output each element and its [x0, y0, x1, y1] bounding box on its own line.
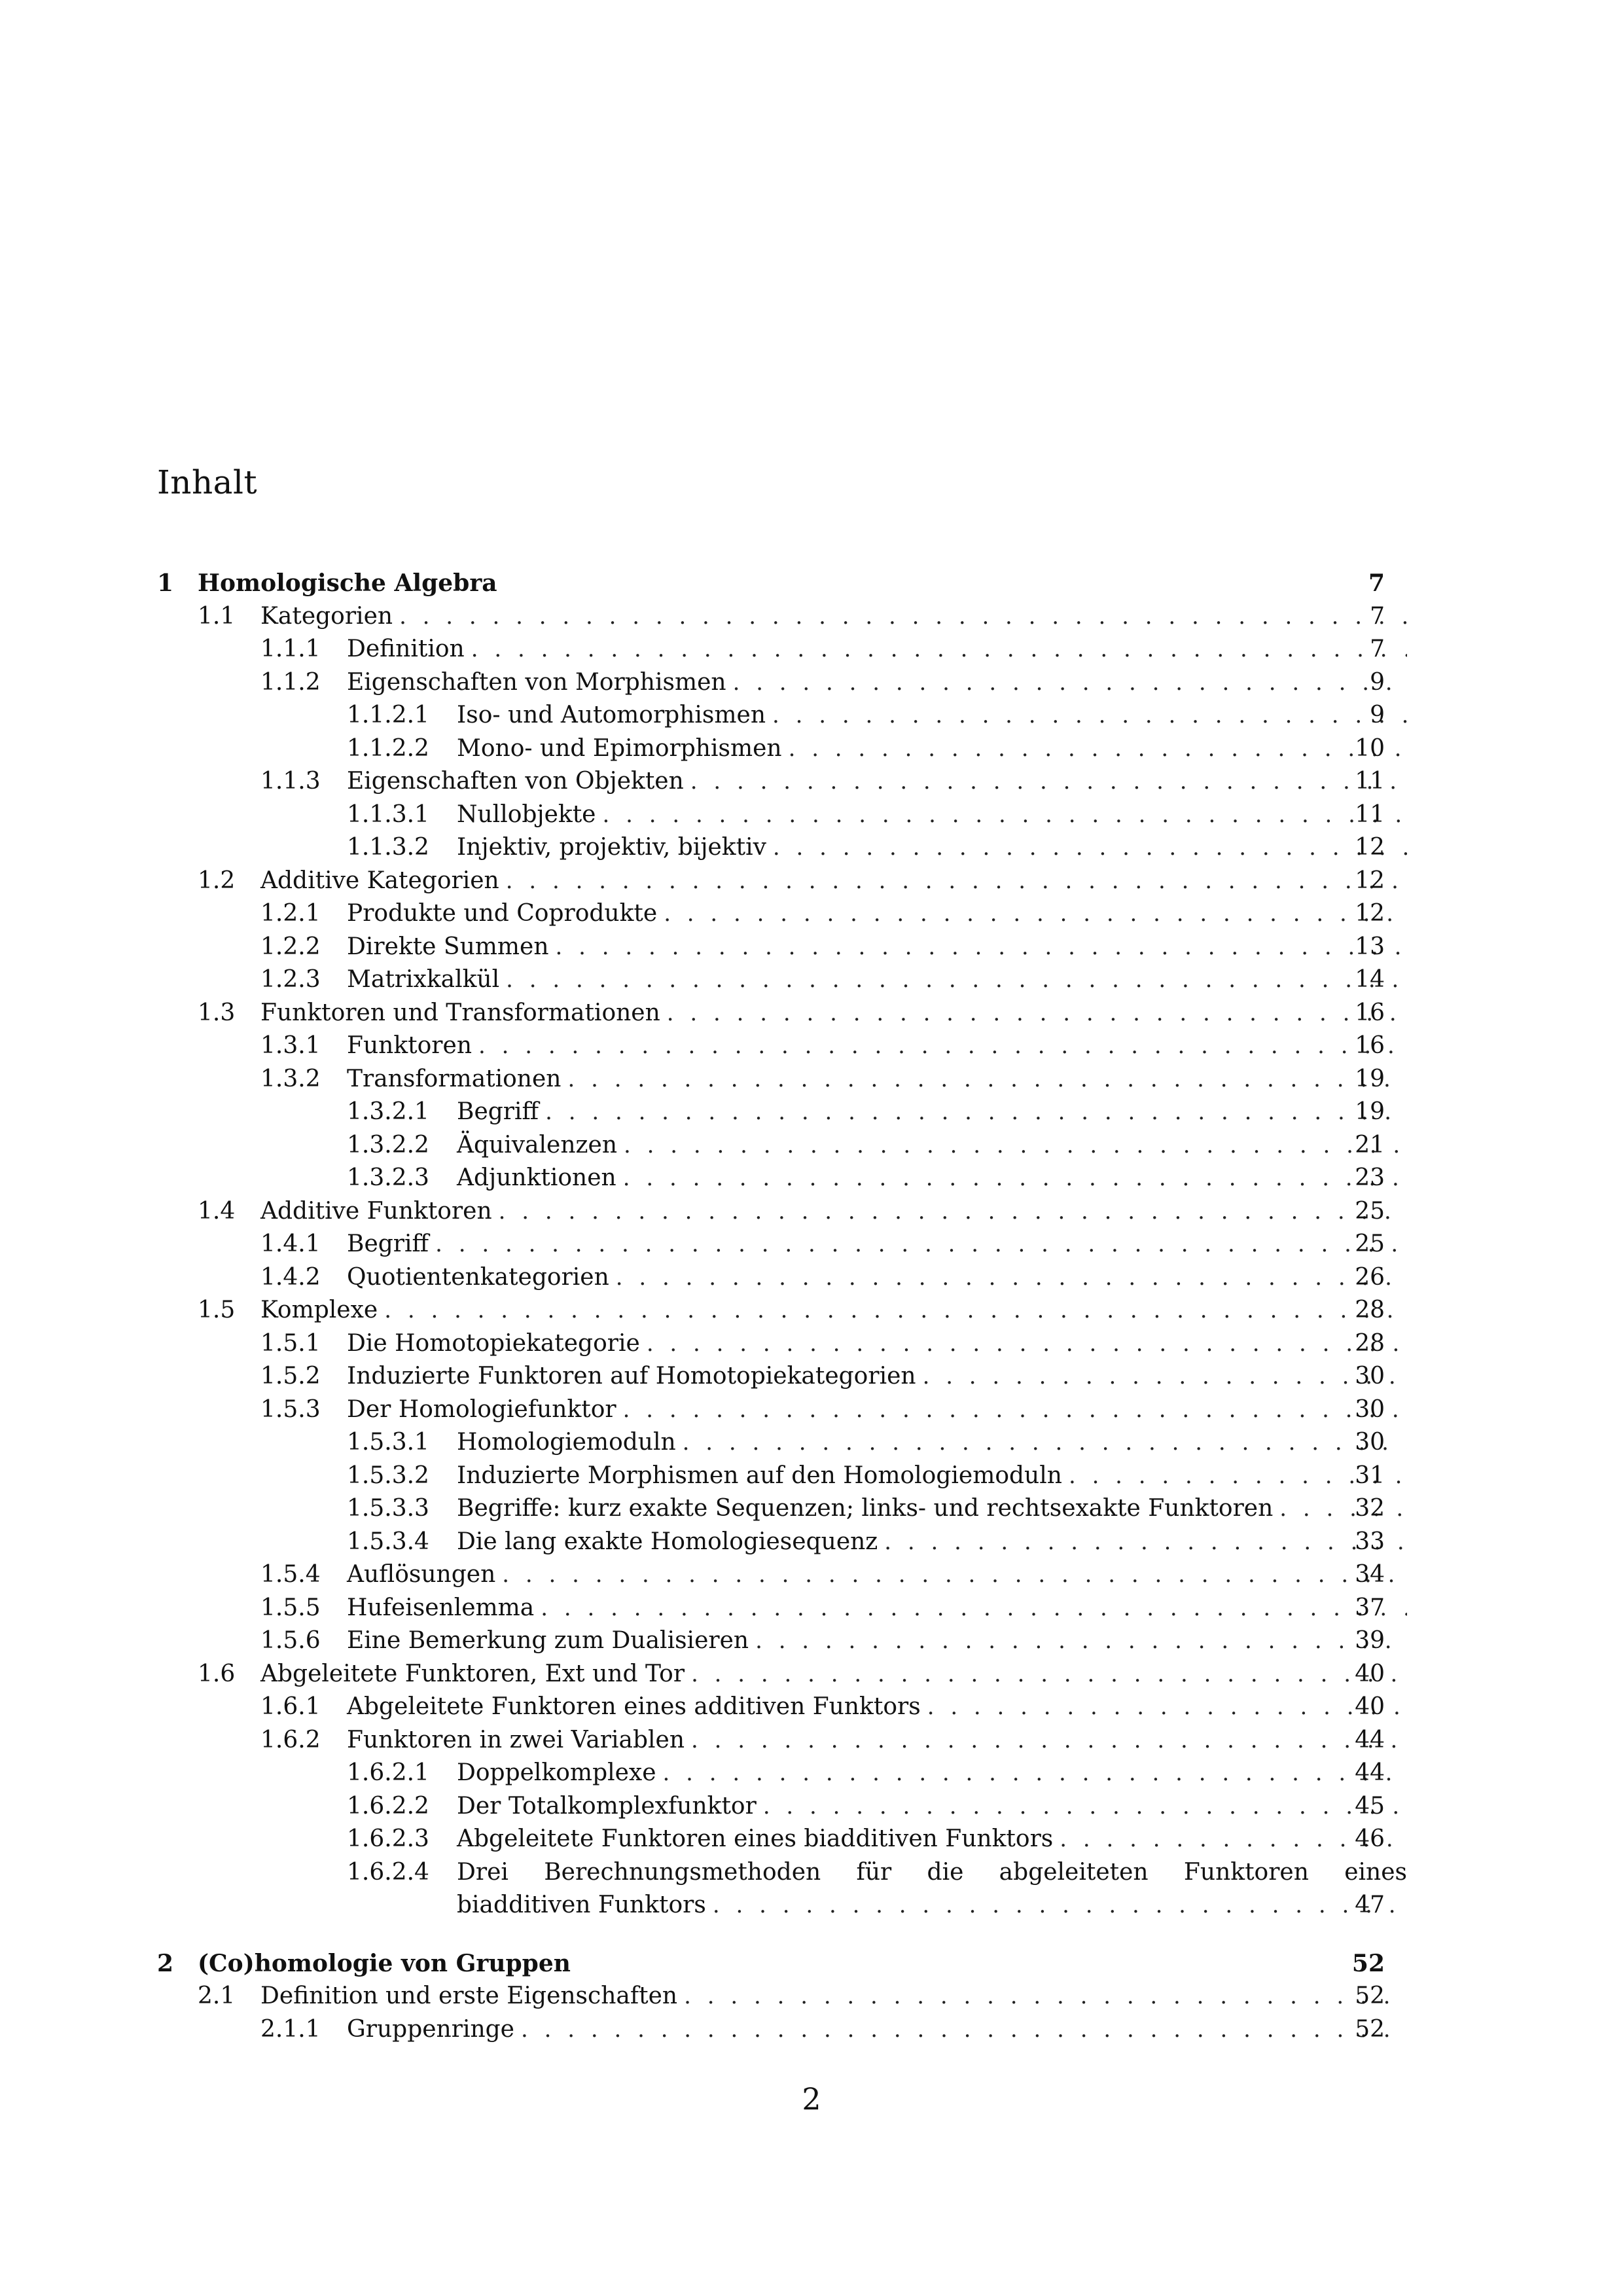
leader-dots [506, 963, 1407, 996]
toc-entry-page: 23 [1355, 1164, 1385, 1191]
toc-entry-number: 1.1.1 [260, 636, 321, 662]
toc-entry-page: 9 [1370, 702, 1385, 728]
toc-entry-title: Eigenschaften von Objekten [347, 765, 690, 798]
toc-entry[interactable] [0, 1658, 1623, 1691]
leader-dots [471, 633, 1407, 666]
leader-dots [691, 1658, 1407, 1691]
toc-entry-page: 46 [1355, 1825, 1385, 1852]
toc-entry-number: 1.3.2.1 [347, 1098, 429, 1125]
leader-dots [772, 699, 1407, 732]
toc-entry-title: Abgeleitete Funktoren, Ext und Tor [260, 1658, 691, 1691]
toc-entry-page: 12 [1355, 834, 1385, 861]
leader-dots [713, 1889, 1407, 1922]
toc-entry[interactable] [0, 1261, 1623, 1294]
toc-entry-title: Funktoren und Transformationen [260, 997, 667, 1030]
leader-dots [478, 1030, 1407, 1062]
toc-entry-number: 1.1.3.1 [347, 800, 429, 828]
toc-entry-page: 45 [1355, 1792, 1385, 1820]
toc-entry-title: Hufeisenlemma [347, 1592, 541, 1624]
toc-entry[interactable] [0, 1195, 1623, 1228]
toc-entry-page: 37 [1355, 1594, 1385, 1621]
toc-entry-title: Definition [347, 633, 471, 666]
toc-entry-number: 1.3 [198, 999, 236, 1026]
leader-dots [616, 1261, 1407, 1294]
toc-entry-title: Nullobjekte [457, 798, 602, 831]
toc-entry-number: 1.1.2.2 [347, 734, 429, 762]
leader-dots [755, 1624, 1407, 1657]
toc-entry-page: 7 [1368, 569, 1385, 597]
leader-dots [691, 1724, 1407, 1757]
toc-entry-page: 7 [1370, 636, 1385, 662]
page-title: Inhalt [157, 463, 258, 501]
toc-entry-title: Begriffe: kurz exakte Sequenzen; links- und rechtsexakte Funktoren [457, 1492, 1279, 1525]
toc-entry-page: 21 [1355, 1131, 1385, 1158]
leader-dots [663, 1757, 1407, 1789]
toc-entry[interactable] [0, 1526, 1623, 1558]
toc-entry[interactable] [0, 798, 1623, 831]
toc-entry-page: 12 [1355, 867, 1385, 894]
toc-entry[interactable] [0, 1129, 1623, 1162]
toc-entry-page: 10 [1355, 734, 1385, 762]
toc-entry-title: Eigenschaften von Morphismen [347, 666, 733, 699]
toc-entry-page: 25 [1355, 1197, 1385, 1225]
toc-entry-page: 30 [1355, 1395, 1385, 1423]
toc-entry-page: 52 [1355, 2015, 1385, 2043]
toc-entry[interactable] [0, 997, 1623, 1030]
toc-entry-number: 2.1 [198, 1982, 236, 2009]
toc-entry-page: 33 [1355, 1528, 1385, 1555]
toc-entry[interactable] [0, 1558, 1623, 1591]
toc-entry-number: 1.5.5 [260, 1594, 321, 1621]
toc-entry-page: 39 [1355, 1627, 1385, 1654]
toc-entry-title: Die lang exakte Homologiesequenz [457, 1526, 884, 1558]
leader-dots [499, 1195, 1407, 1228]
leader-dots [435, 1228, 1407, 1261]
leader-dots [521, 2013, 1407, 2046]
toc-entry-page: 28 [1355, 1329, 1385, 1357]
toc-entry-title: Der Homologiefunktor [347, 1393, 623, 1426]
toc-entry-page: 32 [1355, 1495, 1385, 1522]
toc-entry-title: Direkte Summen [347, 931, 556, 963]
toc-entry-number: 1.1.3.2 [347, 834, 429, 861]
leader-dots [602, 798, 1407, 831]
leader-dots [664, 897, 1407, 930]
leader-dots [667, 997, 1407, 1030]
leader-dots [567, 1063, 1407, 1096]
toc-entry[interactable] [0, 699, 1623, 732]
toc-entry-number: 1.5.2 [260, 1363, 321, 1390]
toc-entry-title: Injektiv, projektiv, bijektiv [457, 831, 773, 864]
toc-entry-title: Gruppenringe [347, 2013, 521, 2046]
toc-entry-title: Homologische Algebra [198, 567, 504, 600]
toc-entry-page: 9 [1370, 668, 1385, 696]
toc-entry-number: 1.5.3.1 [347, 1429, 429, 1456]
toc-entry-title: Adjunktionen [457, 1162, 623, 1194]
leader-dots [923, 1360, 1407, 1393]
toc-entry-page: 40 [1355, 1693, 1385, 1720]
leader-dots [789, 732, 1407, 765]
toc-entry-page: 26 [1355, 1263, 1385, 1291]
toc-entry-number: 1.1.3 [260, 768, 321, 795]
toc-entry-number: 1.2.2 [260, 933, 321, 960]
toc-entry-title: Komplexe [260, 1294, 384, 1327]
toc-entry-title: Funktoren [347, 1030, 478, 1062]
toc-entry[interactable] [0, 1823, 1623, 1856]
toc-entry[interactable] [0, 865, 1623, 897]
toc-entry-page: 19 [1355, 1065, 1385, 1092]
toc-entry-number: 1 [157, 569, 174, 597]
leader-dots [384, 1294, 1407, 1327]
toc-entry[interactable] [0, 1360, 1623, 1393]
toc-entry[interactable] [0, 633, 1623, 666]
toc-entry-number: 1.6.2.1 [347, 1759, 429, 1786]
toc-entry-page: 11 [1355, 800, 1385, 828]
toc-entry-number: 1.4.2 [260, 1263, 321, 1291]
toc-entry[interactable] [0, 831, 1623, 864]
toc-entry-number: 1.5.3.2 [347, 1462, 429, 1489]
leader-dots [647, 1327, 1407, 1360]
toc-entry-title: Additive Funktoren [260, 1195, 499, 1228]
toc-entry-title: Der Totalkomplexfunktor [457, 1790, 763, 1823]
leader-dots [623, 1162, 1407, 1194]
leader-dots [683, 1426, 1407, 1459]
toc-entry-title: Auflösungen [347, 1558, 502, 1591]
toc-entry-page: 14 [1355, 966, 1385, 993]
toc-entry-page: 12 [1355, 900, 1385, 927]
toc-entry-page: 31 [1355, 1462, 1385, 1489]
toc-entry-number: 1.3.2.2 [347, 1131, 429, 1158]
toc-entry[interactable] [0, 1327, 1623, 1360]
toc-entry-number: 2.1.1 [260, 2015, 321, 2043]
toc-entry-number: 1.2 [198, 867, 236, 894]
toc-entry-title: Äquivalenzen [457, 1129, 624, 1162]
toc-entry[interactable] [0, 1393, 1623, 1426]
toc-entry[interactable] [0, 1724, 1623, 1757]
toc-entry-page: 13 [1355, 933, 1385, 960]
leader-dots [624, 1129, 1407, 1162]
toc-entry[interactable] [0, 1063, 1623, 1096]
toc-entry-number: 1.5.3 [260, 1395, 321, 1423]
toc-entry[interactable] [0, 897, 1623, 930]
toc-entry[interactable] [0, 1228, 1623, 1261]
toc-entry-title: Additive Kategorien [260, 865, 506, 897]
toc-entry-page: 7 [1370, 602, 1385, 630]
leader-dots [623, 1393, 1407, 1426]
toc-entry-title: Abgeleitete Funktoren eines biadditiven Funktors [457, 1823, 1060, 1856]
toc-entry-number: 1.4.1 [260, 1230, 321, 1257]
toc-entry[interactable] [0, 1624, 1623, 1657]
toc-entry-page: 40 [1355, 1660, 1385, 1687]
toc-entry[interactable] [0, 1162, 1623, 1194]
toc-entry-title: Transformationen [347, 1063, 567, 1096]
toc-entry[interactable] [0, 1790, 1623, 1823]
toc-entry-title: Drei Berechnungsmethoden für die abgeleiteten Funktoren eines [457, 1856, 1407, 1889]
toc-entry-number: 2 [157, 1949, 174, 1977]
toc-entry[interactable] [0, 931, 1623, 963]
toc-entry-page: 34 [1355, 1561, 1385, 1588]
toc-entry-title-continuation: biadditiven Funktors [457, 1889, 713, 1922]
leader-dots [684, 1980, 1407, 2013]
toc-entry-page: 52 [1351, 1949, 1385, 1977]
toc-entry[interactable] [0, 1757, 1623, 1789]
leader-dots [773, 831, 1407, 864]
toc-chapter-entry[interactable] [0, 567, 1623, 600]
toc-entry[interactable] [0, 1691, 1623, 1723]
toc-entry-number: 1.6.2.4 [347, 1858, 429, 1886]
toc-entry[interactable] [0, 1592, 1623, 1624]
toc-entry-number: 1.5.6 [260, 1627, 321, 1654]
toc-entry[interactable] [0, 1426, 1623, 1459]
toc-chapter-entry[interactable] [0, 1947, 1623, 1980]
toc-entry[interactable] [0, 765, 1623, 798]
toc-entry-title: Induzierte Funktoren auf Homotopiekategorien [347, 1360, 923, 1393]
toc-entry-page: 44 [1355, 1759, 1385, 1786]
toc-entry-number: 1.6.2.3 [347, 1825, 429, 1852]
toc-entry-number: 1.2.3 [260, 966, 321, 993]
toc-entry[interactable] [0, 963, 1623, 996]
toc-entry-title: Begriff [347, 1228, 435, 1261]
toc-entry-continuation[interactable] [0, 1889, 1623, 1922]
leader-dots [690, 765, 1407, 798]
toc-entry-number: 1.5.3.4 [347, 1528, 429, 1555]
toc-entry-number: 1.3.2 [260, 1065, 321, 1092]
toc-entry-page: 16 [1355, 999, 1385, 1026]
toc-entry-title: Definition und erste Eigenschaften [260, 1980, 684, 2013]
leader-dots [733, 666, 1407, 699]
toc-entry-title: Quotientenkategorien [347, 1261, 616, 1294]
leader-dots [763, 1790, 1407, 1823]
toc-entry-number: 1.4 [198, 1197, 236, 1225]
toc-entry-number: 1.6.2 [260, 1726, 321, 1753]
toc-entry-number: 1.5.4 [260, 1561, 321, 1588]
page-number: 2 [802, 2081, 821, 2117]
toc-entry-page: 47 [1355, 1892, 1385, 1918]
toc-entry-title: Homologiemoduln [457, 1426, 683, 1459]
leader-dots [506, 865, 1407, 897]
toc-entry[interactable] [0, 1980, 1623, 2013]
toc-entry-number: 1.1.2.1 [347, 702, 429, 728]
toc-entry-title: Matrixkalkül [347, 963, 506, 996]
toc-entry[interactable] [0, 2013, 1623, 2046]
toc-entry-title: (Co)homologie von Gruppen [198, 1947, 577, 1980]
toc-entry-number: 1.5 [198, 1297, 236, 1323]
toc-entry-number: 1.1 [198, 602, 236, 630]
toc-entry-title: Die Homotopiekategorie [347, 1327, 647, 1360]
toc-entry-page: 28 [1355, 1297, 1385, 1323]
toc-entry[interactable] [0, 1460, 1623, 1492]
toc-entry-number: 1.3.2.3 [347, 1164, 429, 1191]
toc-entry-title: Eine Bemerkung zum Dualisieren [347, 1624, 755, 1657]
toc-entry[interactable] [0, 1492, 1623, 1525]
toc-entry-page: 11 [1355, 768, 1385, 795]
toc-entry-number: 1.6.1 [260, 1693, 321, 1720]
toc-entry-title: Begriff [457, 1096, 545, 1128]
toc-entry-number: 1.2.1 [260, 900, 321, 927]
toc-entry-page: 19 [1355, 1098, 1385, 1125]
toc-entry[interactable] [0, 600, 1623, 633]
toc-entry-title: Doppelkomplexe [457, 1757, 663, 1789]
toc-entry-page: 16 [1355, 1032, 1385, 1059]
toc-entry-page: 30 [1355, 1429, 1385, 1456]
toc-entry-number: 1.3.1 [260, 1032, 321, 1059]
toc-entry-page: 52 [1355, 1982, 1385, 2009]
toc-entry-page: 44 [1355, 1726, 1385, 1753]
leader-dots [502, 1558, 1407, 1591]
toc-entry-number: 1.6 [198, 1660, 236, 1687]
toc-entry[interactable] [0, 1096, 1623, 1128]
leader-dots [927, 1691, 1407, 1723]
toc-entry[interactable] [0, 732, 1623, 765]
leader-dots [545, 1096, 1407, 1128]
toc-entry-number: 1.5.1 [260, 1329, 321, 1357]
toc-entry-title: Induzierte Morphismen auf den Homologiemoduln [457, 1460, 1069, 1492]
leader-dots [556, 931, 1407, 963]
toc-entry[interactable] [0, 1294, 1623, 1327]
toc-entry-title: Abgeleitete Funktoren eines additiven Funktors [347, 1691, 927, 1723]
toc-entry-number: 1.6.2.2 [347, 1792, 429, 1820]
toc-entry-title: Kategorien [260, 600, 399, 633]
toc-entry[interactable] [0, 666, 1623, 699]
toc-entry-number: 1.1.2 [260, 668, 321, 696]
toc-entry-page: 25 [1355, 1230, 1385, 1257]
toc-entry-title: Mono- und Epimorphismen [457, 732, 789, 765]
toc-entry-title: Produkte und Coprodukte [347, 897, 664, 930]
leader-dots [541, 1592, 1407, 1624]
toc-entry-number: 1.5.3.3 [347, 1495, 429, 1522]
toc-entry-title: Funktoren in zwei Variablen [347, 1724, 691, 1757]
toc-entry-title: Iso- und Automorphismen [457, 699, 772, 732]
leader-dots [399, 600, 1407, 633]
toc-entry[interactable] [0, 1030, 1623, 1062]
leader-dots [884, 1526, 1407, 1558]
toc-entry[interactable] [0, 1856, 1623, 1889]
toc-entry-page: 30 [1355, 1363, 1385, 1390]
leader-dots [1279, 1492, 1407, 1525]
